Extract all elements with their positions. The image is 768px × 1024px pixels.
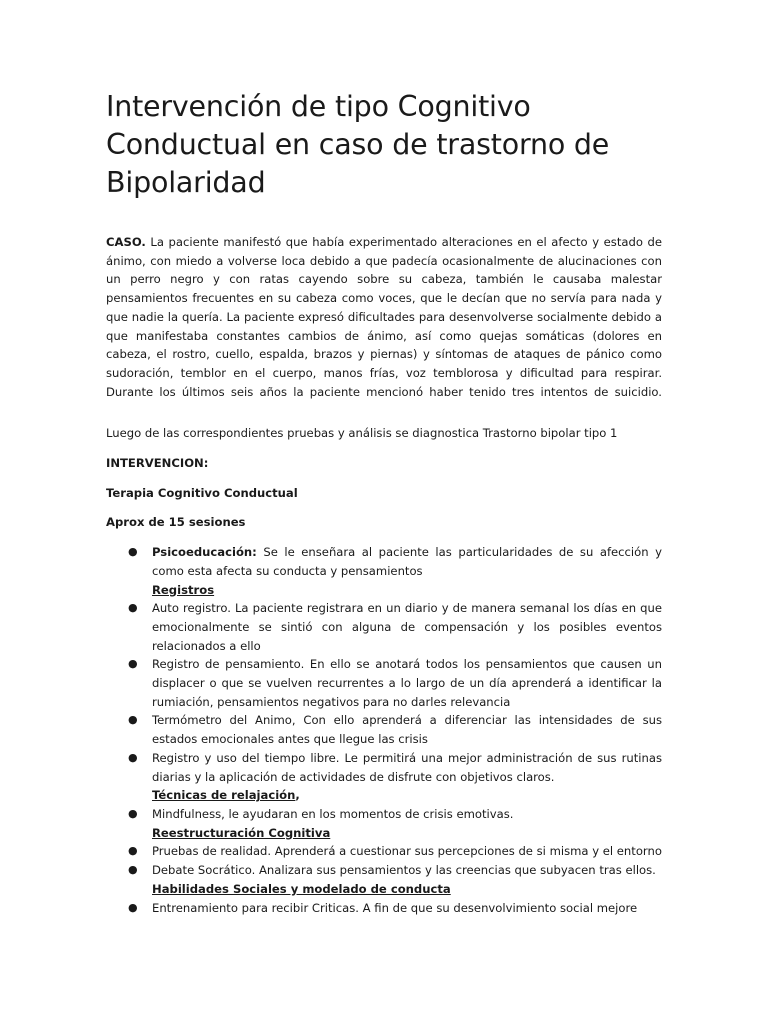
bullet-icon: ● xyxy=(128,844,138,858)
auto-registro-text: Auto registro. La paciente registrara en un diario y de manera semanal los días en que emocionalmente se sintió con alguna de compensación y los posibles eventos relacionados a ello xyxy=(152,601,662,653)
pruebas-realidad-text: Pruebas de realidad. Aprenderá a cuestionar sus percepciones de si misma y el entorno xyxy=(152,844,662,859)
bullet-icon: ● xyxy=(128,863,138,877)
relajacion-label: Técnicas de relajación xyxy=(152,788,296,803)
heading-sesiones: Aprox de 15 sesiones xyxy=(106,515,246,530)
relajacion-comma: , xyxy=(295,788,300,803)
bullet-icon: ● xyxy=(128,806,138,820)
bullet-icon: ● xyxy=(128,750,138,764)
psicoeducacion-label: Psicoeducación: xyxy=(152,545,257,560)
bullet-icon: ● xyxy=(128,713,138,727)
case-paragraph xyxy=(106,233,662,401)
heading-terapia: Terapia Cognitivo Conductual xyxy=(106,485,298,500)
list-item-pruebas-realidad xyxy=(106,842,662,861)
list-item-debate-socratico xyxy=(106,861,662,880)
psicoeducacion-text: Se le enseñara al paciente las particularidades de su afección y como esta afecta su conducta y pensamientos xyxy=(152,545,662,578)
list-item-psicoeducacion xyxy=(106,543,662,580)
list-item-tiempo-libre xyxy=(106,749,662,786)
list-item-termometro xyxy=(106,711,662,748)
subheading-reestructuracion: Reestructuración Cognitiva xyxy=(152,825,331,840)
bullet-icon: ● xyxy=(128,900,138,914)
subheading-relajacion xyxy=(106,786,662,805)
list-item-registro-pensamiento xyxy=(106,655,662,711)
heading-intervencion: INTERVENCION: xyxy=(106,456,209,471)
bullet-icon: ● xyxy=(128,601,138,615)
list-item-mindfulness xyxy=(106,805,662,824)
case-text: La paciente manifestó que había experimentado alteraciones en el afecto y estado de ánimo, con miedo a volverse loca debido a que padecía ocasionalmente de alucinaciones con un perro negro y con ratas cayendo sobre su cabeza, también le causaba malestar pensamientos frecuentes en su cabeza como voces, que le decían que no servía para nada y que nadie la quería. La paciente expresó dificultades para desenvolverse socialmente debido a que manifestaba constantes cambios de ánimo, así como quejas somáticas (dolores en cabeza, el rostro, cuello, espalda, brazos y piernas) y síntomas de ataques de pánico como sudoración, temblor en el cuerpo, manos frías, voz temblorosa y dificultad para respirar. Durante los últimos seis años la paciente mencionó haber tenido tres intentos de suicidio. xyxy=(106,235,662,399)
document-page xyxy=(106,88,662,917)
bullet-icon: ● xyxy=(128,657,138,671)
registro-pensamiento-text: Registro de pensamiento. En ello se anotará todos los pensamientos que causen un displacer o que se vuelven recurrentes a lo largo de un día aprenderá a identificar la rumiación, pensamientos negativos para no darles relevancia xyxy=(152,657,662,709)
bullet-icon: ● xyxy=(128,545,138,559)
tiempo-libre-text: Registro y uso del tiempo libre. Le permitirá una mejor administración de sus rutinas diarias y la aplicación de actividades de disfrute con objetivos claros. xyxy=(152,750,662,784)
diagnosis-paragraph: Luego de las correspondientes pruebas y análisis se diagnostica Trastorno bipolar tipo 1 xyxy=(106,426,618,441)
title-line-2: Conductual en caso de trastorno de xyxy=(106,128,610,161)
case-label: CASO. xyxy=(106,235,146,249)
mindfulness-text: Mindfulness, le ayudaran en los momentos de crisis emotivas. xyxy=(152,806,514,821)
list-item-criticas xyxy=(106,899,662,918)
list-item-auto-registro xyxy=(106,599,662,655)
title-line-3: Bipolaridad xyxy=(106,166,266,199)
criticas-text: Entrenamiento para recibir Criticas. A fin de que su desenvolvimiento social mejore xyxy=(152,900,638,915)
debate-socratico-text: Debate Socrático. Analizara sus pensamientos y las creencias que subyacen tras ellos. xyxy=(152,863,656,878)
title-line-1: Intervención de tipo Cognitivo xyxy=(106,90,531,123)
termometro-text: Termómetro del Animo, Con ello aprenderá a diferenciar las intensidades de sus estados emocionales antes que llegue las crisis xyxy=(152,713,662,747)
subheading-registros: Registros xyxy=(152,582,215,597)
intervention-list xyxy=(106,543,662,917)
subheading-habilidades: Habilidades Sociales y modelado de conducta xyxy=(152,881,451,896)
document-title xyxy=(106,88,662,202)
